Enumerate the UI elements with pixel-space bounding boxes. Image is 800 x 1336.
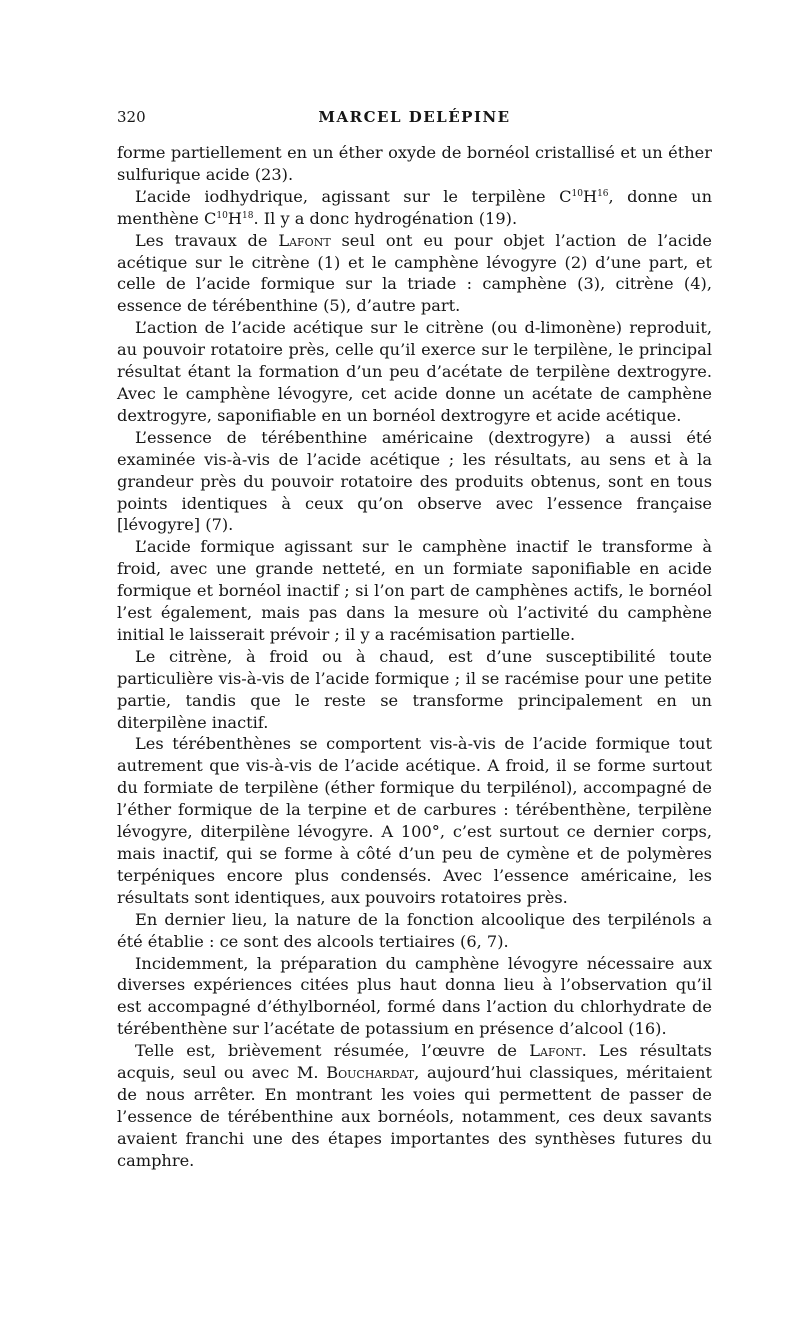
author-name-lafont: Lafont [278, 230, 331, 250]
author-name-bouchardat: Bouchardat [326, 1063, 415, 1083]
paragraph-3: Les travaux de Lafont seul ont eu pour objet l’action de l’acide acétique sur le citrène (1) et le camphène lévogyre (2) d’une part, et celle de l’acide formique sur la triade : camphène (3), citrène (4), essence de térébenthine (5), d’autre part. [117, 230, 713, 316]
running-title: MARCEL DELÉPINE [318, 108, 511, 126]
author-name-lafont: Lafont [529, 1041, 582, 1061]
paragraph-2: L’acide iodhydrique, agissant sur le terpilène $C^{10}H^{16}$, donne un menthène $C^{10}H^{18}$. Il y a donc hydrogénation (19). [117, 186, 713, 228]
page-header [117, 108, 712, 132]
paragraph-8: Les térébenthènes se comportent vis-à-vis de l’acide formique tout autrement que vis-à-vis de l’acide acétique. A froid, il se forme surtout du formiate de terpilène (éther formique du terpilénol), accompagné de l’éther formique de la terpine et de carbures : térébenthène, terpilène lévogyre, diterpilène lévogyre. A 100°, c’est surtout ce dernier corps, mais inactif, qui se forme à côté d’un peu de cymène et de polymères terpéniques encore plus condensés. Avec l’essence américaine, les résultats sont identiques, aux pouvoirs rotatoires près. [117, 734, 712, 907]
paragraph-1: forme partiellement en un éther oxyde de bornéol cristallisé et un éther sulfurique acide (23). [117, 143, 712, 184]
paragraph-4: L’action de l’acide acétique sur le citrène (ou d-limonène) reproduit, au pouvoir rotatoire près, celle qu’il exerce sur le terpilène, le principal résultat étant la formation d’un peu d’acétate de terpilène dextrogyre. Avec le camphène lévogyre, cet acide donne un acétate de camphène dextrogyre, saponifiable en un bornéol dextrogyre et acide acétique. [117, 318, 712, 425]
body-text [117, 142, 712, 1172]
paragraph-7: Le citrène, à froid ou à chaud, est d’une susceptibilité toute particulière vis-à-vis de l’acide formique ; il se racémise pour une petite partie, tandis que le reste se transforme principalement en un diterpilène inactif. [117, 646, 712, 732]
page-number: 320 [117, 108, 146, 126]
paragraph-6: L’acide formique agissant sur le camphène inactif le transforme à froid, avec une grande netteté, en un formiate saponifiable en acide formique et bornéol inactif ; si l’on part de camphènes actifs, le bornéol l’est également, mais pas dans la mesure où l’activité du camphène initial le laisserait prévoir ; il y a racémisation partielle. [117, 537, 712, 644]
paragraph-10: Incidemment, la préparation du camphène lévogyre nécessaire aux diverses expériences citées plus haut donna lieu à l’observation qu’il est accompagné d’éthylbornéol, formé dans l’action du chlorhydrate de térébenthène sur l’acétate de potassium en présence d’alcool (16). [117, 953, 712, 1039]
paragraph-5: L’essence de térébenthine américaine (dextrogyre) a aussi été examinée vis-à-vis de l’acide acétique ; les résultats, au sens et à la grandeur près du pouvoir rotatoire des produits obtenus, sont en tous points identiques à ceux qu’on observe avec l’essence française [lévogyre] (7). [117, 427, 712, 535]
paragraph-11: Telle est, brièvement résumée, l’œuvre de Lafont. Les résultats acquis, seul ou avec M. Bouchardat, aujourd’hui classiques, méritaient de nous arrêter. En montrant les voies qui permettent de passer de l’essence de térébenthine aux bornéols, notamment, ces deux savants avaient franchi une des étapes importantes des synthèses futures du camphre. [117, 1041, 712, 1170]
paragraph-9: En dernier lieu, la nature de la fonction alcoolique des terpilénols a été établie : ce sont des alcools tertiaires (6, 7). [117, 909, 712, 951]
